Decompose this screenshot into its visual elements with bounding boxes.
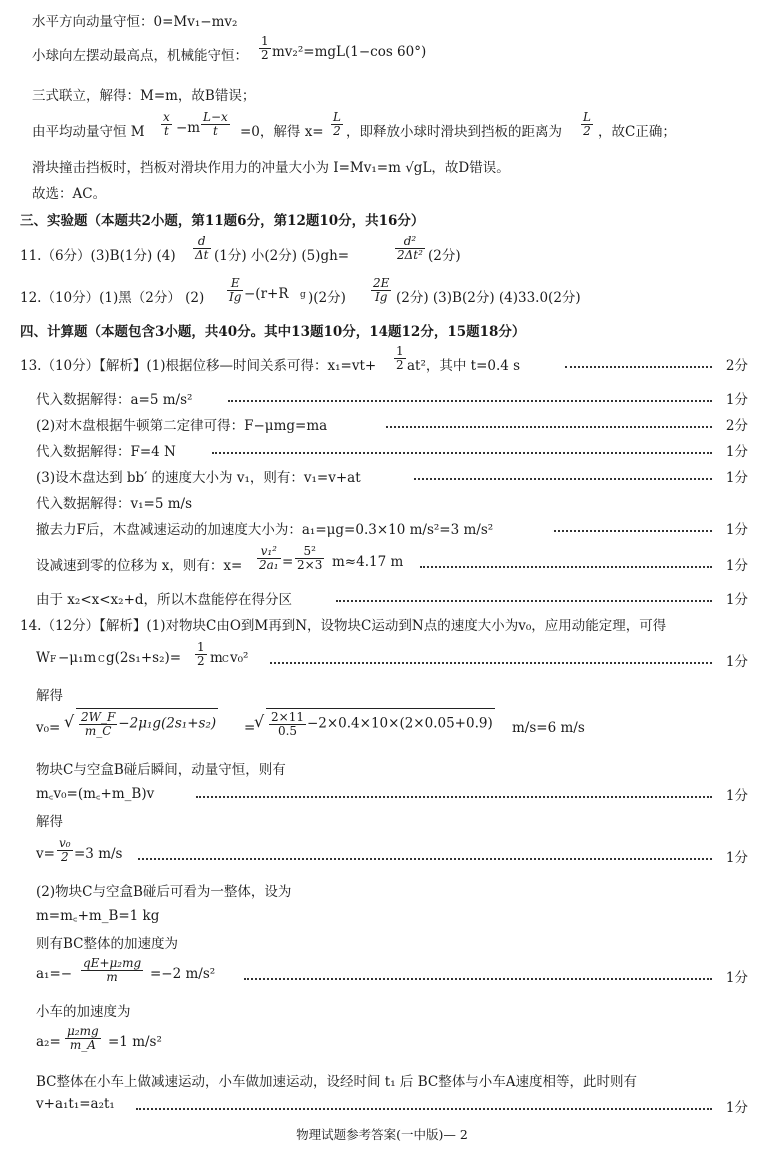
leader-dots [136, 1108, 712, 1110]
score: 1分 [725, 788, 748, 804]
fraction: $\frac{\text{d²}}{\text{2Δt²}}$ [397, 234, 423, 262]
text: 代入数据解得：F=4 N [36, 444, 176, 460]
leader-dots [554, 530, 712, 532]
fraction: $\frac{d}{\Delta t}$ [195, 234, 209, 262]
score: 2分 [725, 418, 748, 434]
subscript: F [50, 655, 57, 665]
text: 由平均动量守恒 M [32, 124, 145, 140]
text: 14.（12分）【解析】(1)对物块C由O到M再到N，设物块C运动到N点的速度大小为v₀，应用动能定理，可得 [20, 618, 667, 634]
radical-sign: √ [254, 712, 265, 731]
text: 滑块撞击挡板时，挡板对滑块作用力的冲量大小为 I=Mv₁=m √gL，故D错误。 [32, 160, 510, 176]
text: m꜀v₀=(m꜀+m_B)v [36, 786, 155, 802]
score: 1分 [725, 970, 748, 986]
text: m [210, 650, 223, 666]
text: (2)物块C与空盒B碰后可看为一整体，设为 [36, 884, 292, 900]
text: 水平方向动量守恒：0=Mv₁−mv₂ [32, 14, 238, 30]
fraction: $\frac{1}{2}$ [396, 344, 404, 372]
radicand: $\frac{2\times 11}{0.5}$ −2×0.4×10×(2×0.05+0.9) [266, 708, 495, 737]
score: 1分 [725, 1100, 748, 1116]
score: 1分 [725, 470, 748, 486]
text: −m [176, 120, 201, 136]
leader-dots [270, 662, 712, 664]
text: )(2分) [308, 290, 346, 306]
leader-dots [138, 858, 712, 860]
fraction: $\frac{2E}{Ig}$ [373, 276, 390, 304]
fraction: $\frac{L}{2}$ [333, 110, 341, 138]
section-title: 三、实验题（本题共2小题，第11题6分，第12题10分，共16分） [20, 213, 425, 229]
leader-dots [244, 978, 712, 980]
fraction: $\frac{1}{2}$ [261, 34, 269, 62]
subscript: C [98, 655, 105, 665]
text: 解得 [36, 688, 63, 704]
text: (2)对木盘根据牛顿第二定律可得：F−μmg=ma [36, 418, 328, 434]
fraction: $\frac{\text{μ₂mg}}{m\_A}$ [67, 1024, 99, 1052]
text: = [282, 554, 294, 570]
text: m≈4.17 m [332, 554, 404, 570]
text: a₂= [36, 1034, 61, 1050]
text: v₀= [36, 720, 61, 736]
text: (2分) [428, 248, 461, 264]
leader-dots [196, 796, 712, 798]
text: 则有BC整体的加速度为 [36, 936, 179, 952]
text: 代入数据解得：v₁=5 m/s [36, 496, 193, 512]
text: m/s=6 m/s [512, 720, 585, 736]
fraction: $\frac{\text{qE+μ₂mg}}{m}$ [83, 956, 142, 984]
text: v= [36, 846, 55, 862]
text: m=m꜀+m_B=1 kg [36, 908, 160, 924]
text: g(2s₁+s₂)= [106, 650, 182, 666]
leader-dots [228, 400, 712, 402]
text: 故选：AC。 [32, 186, 107, 202]
score: 1分 [725, 522, 748, 538]
score: 1分 [725, 444, 748, 460]
fraction: $\frac{L-x}{t}$ [203, 110, 228, 138]
fraction: $\frac{\text{v₁²}}{\text{2a₁}}$ [259, 544, 279, 572]
leader-dots [414, 478, 712, 480]
text: a₁=− [36, 966, 73, 982]
text: ，即释放小球时滑块到挡板的距离为 [346, 124, 562, 140]
score: 1分 [725, 654, 748, 670]
text: (2分) (3)B(2分) (4)33.0(2分) [396, 290, 581, 306]
text: ，故C正确； [598, 124, 676, 140]
fraction: $\frac{E}{Ig}$ [229, 276, 242, 304]
score: 1分 [725, 392, 748, 408]
text: v+a₁t₁=a₂t₁ [36, 1096, 115, 1112]
leader-dots [212, 452, 712, 454]
fraction: $\frac{x}{t}$ [163, 110, 170, 138]
fraction: $\frac{\text{v₀}}{2}$ [59, 836, 71, 864]
text: 代入数据解得：a=5 m/s² [36, 392, 193, 408]
score: 2分 [725, 358, 748, 374]
score: 1分 [725, 850, 748, 866]
text: 三式联立，解得：M=m，故B错误； [32, 88, 256, 104]
text: v₀² [230, 650, 249, 666]
text: 解得 [36, 814, 63, 830]
text: (3)设木盘达到 bb′ 的速度大小为 v₁，则有：v₁=v+at [36, 470, 361, 486]
text: mv₂²=mgL(1−cos 60°) [272, 44, 427, 60]
page-footer: 物理试题参考答案(一中版)— 2 [296, 1127, 468, 1142]
score: 1分 [725, 592, 748, 608]
section-title: 四、计算题（本题包含3小题，共40分。其中13题10分，14题12分，15题18分） [20, 324, 526, 340]
subscript: g [300, 290, 306, 300]
text: 12.（10分）(1)黑（2分） (2) [20, 290, 205, 306]
text: =3 m/s [74, 846, 123, 862]
text: (1分) 小(2分) (5)gh= [214, 248, 350, 264]
text: 物块C与空盒B碰后瞬间，动量守恒，则有 [36, 762, 286, 778]
text: 13.（10分）【解析】(1)根据位移—时间关系可得：x₁=vt+ [20, 358, 377, 374]
radicand: $\frac{2W\_F}{m\_C}$ −2μ₁g(2s₁+s₂) [76, 708, 218, 737]
text: 由于 x₂<x<x₂+d，所以木盘能停在得分区 [36, 592, 293, 608]
score: 1分 [725, 558, 748, 574]
leader-dots [565, 366, 712, 368]
text: =0，解得 x= [240, 124, 324, 140]
text: at²，其中 t=0.4 s [407, 358, 521, 374]
text: 小车的加速度为 [36, 1004, 131, 1020]
text: 小球向左摆动最高点，机械能守恒： [32, 48, 248, 64]
fraction: $\frac{L}{2}$ [583, 110, 591, 138]
text: W [36, 650, 50, 666]
text: −μ₁m [58, 650, 97, 666]
leader-dots [336, 600, 712, 602]
text: 11.（6分）(3)B(1分) (4) [20, 248, 176, 264]
text: −(r+R [244, 286, 289, 302]
leader-dots [386, 426, 712, 428]
leader-dots [420, 566, 712, 568]
text: BC整体在小车上做减速运动，小车做加速运动，设经时间 t₁ 后 BC整体与小车A速度相等，此时则有 [36, 1074, 637, 1090]
fraction: $\frac{1}{2}$ [197, 640, 205, 668]
text: 设减速到零的位移为 x，则有：x= [36, 558, 243, 574]
text: 撤去力F后，木盘减速运动的加速度大小为：a₁=μg=0.3×10 m/s²=3 m/s² [36, 522, 494, 538]
text: =1 m/s² [108, 1034, 162, 1050]
radical-sign: √ [64, 712, 75, 731]
text: =−2 m/s² [150, 966, 216, 982]
fraction: $\frac{\text{5²}}{2\times 3}$ [297, 544, 323, 572]
subscript: C [222, 655, 229, 665]
